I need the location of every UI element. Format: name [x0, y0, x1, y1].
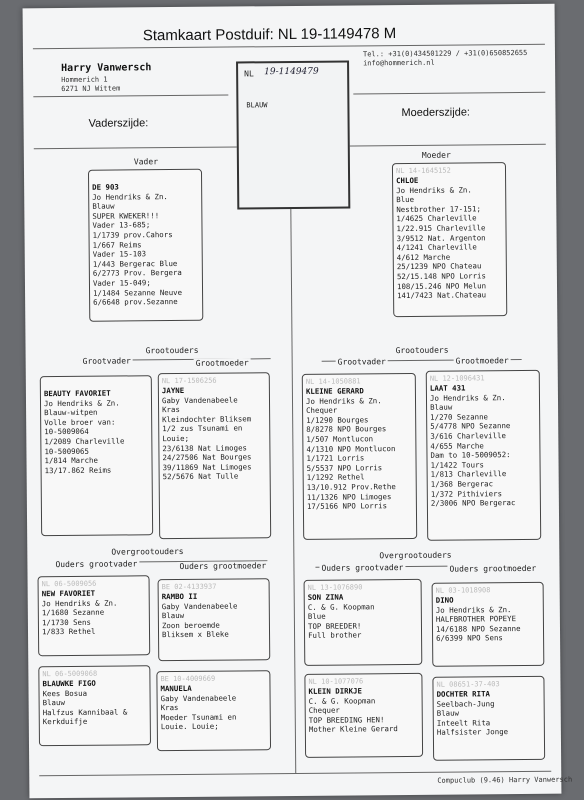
- maternal-grandfather-lines: [306, 386, 413, 512]
- paternal-grandmother-box: [158, 372, 271, 539]
- frame-line: [33, 95, 228, 98]
- great-grandparent-lines-3: [42, 678, 146, 727]
- great-grandparent-box-4: [156, 670, 271, 751]
- mother-label: Moeder: [421, 150, 451, 160]
- pigeon-name: LAAT 431: [429, 383, 466, 393]
- pigeon-name: KLEIN DIRKJE: [308, 686, 362, 696]
- mother-lines: [396, 175, 503, 301]
- pigeon-name: DINO: [435, 595, 454, 605]
- pigeon-name: CHLOE: [396, 175, 419, 186]
- frame-line: [33, 44, 545, 49]
- pigeon-info-line: 1/1484 Sezanne Neuve: [93, 287, 183, 298]
- pigeon-info-line: Louie. Louie;: [160, 722, 219, 732]
- pigeon-info-line: 52/5676 Nat Tulle: [162, 471, 239, 482]
- pigeon-info-line: Jo Hendriks & Zn.: [43, 398, 120, 408]
- pigeon-info-line: Jo Hendriks & Zn.: [396, 185, 472, 195]
- pigeon-name: BEAUTY FAVORIET: [43, 388, 111, 399]
- maternal-grandmother-lines: [430, 383, 537, 509]
- pigeon-info-line: Jo Hendriks & Zn.: [429, 392, 506, 403]
- pigeon-info-line: Vader 15-049;: [92, 278, 151, 288]
- pigeon-info-line: Kees Bosua: [42, 688, 88, 698]
- pigeon-info-line: 1/1680 Sezanne: [41, 607, 105, 618]
- pigeon-info-line: TOP BREEDER!: [307, 621, 362, 631]
- pigeon-name: DOCHTER RITA: [436, 689, 491, 699]
- pigeon-info-line: 1/4625 Charleville: [396, 213, 477, 224]
- pigeon-info-line: Blauw-witpen: [44, 407, 98, 418]
- pigeon-info-line: 25/1239 NPO Chateau: [396, 261, 482, 272]
- pigeon-info-line: 5/5537 NPO Lorris: [306, 462, 383, 473]
- grandfather-label-left: Grootvader: [82, 356, 131, 366]
- pigeon-info-line: Blauw: [436, 708, 460, 718]
- pigeon-info-line: 52/15.148 NPO Lorris: [396, 271, 486, 282]
- frame-line: [353, 92, 545, 95]
- pigeon-name: KLEINE GERARD: [305, 386, 364, 396]
- pigeon-info-line: 3/616 Charleville: [430, 431, 507, 441]
- paternal-grandmother-lines: [162, 385, 267, 482]
- pigeon-info-line: Halfsister Jonge: [436, 727, 509, 738]
- pigeon-info-line: 14/6188 NPO Sezanne: [435, 623, 521, 634]
- pigeon-name: NEW FAVORIET: [41, 588, 96, 599]
- pigeon-info-line: 11/1326 NPO Limoges: [306, 491, 392, 502]
- great-grandparent-ring-1: NL 06-5009056: [41, 579, 97, 589]
- pigeon-info-line: Chequer: [306, 405, 338, 416]
- mother-box: [392, 162, 507, 317]
- great-grandparent-ring-5: NL 13-1076890: [307, 583, 363, 592]
- pigeon-info-line: 4/1310 NPO Montlucon: [306, 443, 396, 454]
- pigeon-info-line: 4/1241 Charleville: [396, 242, 477, 253]
- pigeon-info-line: 8/8278 NPO Bourges: [306, 424, 387, 435]
- great-grandparents-label-right: Overgrootouders: [379, 550, 452, 561]
- owner-address-1: Hommerich 1: [61, 75, 108, 85]
- pigeon-info-line: Dam to 10-5009052:: [430, 450, 511, 460]
- great-grandparents-mother-label-right: Ouders grootmoeder: [449, 563, 537, 574]
- pigeon-name: BLAUWKE FIGO: [42, 678, 96, 689]
- great-grandparent-box-1: [38, 575, 151, 656]
- pigeon-info-line: 1/833 Rethel: [41, 627, 96, 637]
- pigeon-info-line: HALFBROTHER POPEYE: [435, 614, 517, 624]
- maternal-grandmother-ring: NL 12-1096431: [429, 374, 485, 383]
- great-grandparent-lines-8: [437, 689, 541, 738]
- mother-side-label: Moederszijde:: [401, 106, 471, 120]
- pigeon-info-line: 6/2773 Prov. Bergera: [92, 268, 182, 279]
- pigeon-info-line: Zoon beroemde: [161, 620, 220, 630]
- pigeon-info-line: Gaby Vandenabeele: [161, 395, 238, 405]
- bird-prefix: NL: [244, 69, 254, 79]
- pigeon-name: JAYNE: [161, 385, 185, 396]
- pigeon-info-line: 13/10.912 Prov.Rethe: [306, 482, 396, 492]
- great-grandparent-ring-6: NL 03-1018908: [435, 586, 491, 595]
- great-grandparent-box-8: [432, 676, 545, 761]
- pigeon-info-line: 4/655 Marche: [430, 440, 484, 451]
- pigeon-info-line: 1/813 Charleville: [430, 469, 507, 480]
- great-grandparent-ring-3: NL 06-5009068: [42, 669, 98, 679]
- pigeon-info-line: 10-5009064: [44, 427, 89, 437]
- pigeon-info-line: Kras: [160, 703, 179, 713]
- pigeon-info-line: 6/6399 NPO Sens: [436, 633, 503, 644]
- pigeon-name: RAMBO II: [161, 591, 198, 602]
- pigeon-info-line: 17/5166 NPO Lorris: [306, 501, 388, 511]
- pigeon-info-line: 1/2089 Charleville: [44, 436, 125, 447]
- subject-bird-box: [236, 60, 350, 209]
- pigeon-info-line: 6/6648 prov.Sezanne: [93, 297, 178, 307]
- grandparents-label-right: Grootouders: [395, 345, 449, 356]
- pedigree-card: [23, 4, 573, 799]
- grandmother-label-right: Grootmoeder: [455, 356, 509, 366]
- pigeon-info-line: 1/443 Bergerac Blue: [92, 258, 178, 269]
- pigeon-info-line: Kleindochter Bliksem: [162, 414, 252, 424]
- pigeon-info-line: 23/6138 Nat Limoges: [162, 442, 247, 453]
- maternal-grandmother-box: [426, 370, 541, 541]
- bird-color: BLAUW: [246, 101, 268, 110]
- pigeon-info-line: 1/372 Pithiviers: [430, 488, 503, 499]
- paternal-grandmother-ring: NL 17-1506256: [161, 376, 217, 386]
- great-grandparent-lines-1: [42, 588, 146, 637]
- great-grandparent-lines-6: [436, 595, 540, 644]
- great-grandparent-ring-2: BE 02-4133937: [161, 582, 217, 592]
- pigeon-info-line: Vader 13-685;: [92, 220, 151, 231]
- pigeon-info-line: Mother Kleine Gerard: [308, 724, 398, 735]
- pigeon-info-line: Blauw: [161, 611, 185, 621]
- grandparents-label-left: Grootouders: [145, 345, 199, 356]
- pigeon-name: SON ZINA: [307, 592, 344, 602]
- page-title: Stamkaart Postduif: NL 19-1149478 M: [142, 25, 397, 45]
- pigeon-info-line: 13/17.862 Reims: [44, 465, 112, 475]
- pigeon-info-line: 1/507 Montlucon: [306, 434, 374, 444]
- pigeon-info-line: 4/612 Marche: [396, 252, 451, 262]
- pigeon-name: MANUELA: [160, 683, 192, 694]
- pigeon-info-line: Gaby Vandenabeele: [161, 601, 238, 611]
- great-grandparent-lines-5: [308, 592, 418, 641]
- pigeon-info-line: Vader 15-103: [92, 249, 147, 259]
- pigeon-info-line: 1/22.915 Charleville: [396, 223, 486, 234]
- great-grandparent-ring-4: BE 10-4009669: [160, 674, 216, 684]
- owner-name: Harry Vanwersch: [61, 62, 152, 75]
- pigeon-info-line: TOP BREEDING HEN!: [308, 714, 385, 725]
- great-grandparent-box-3: [38, 665, 151, 746]
- paternal-grandfather-lines: [44, 388, 149, 475]
- pigeon-info-line: Moeder Tsunami en: [160, 712, 237, 722]
- pigeon-info-line: Blue: [396, 195, 415, 205]
- pigeon-info-line: 10-5009065: [44, 446, 89, 456]
- pigeon-info-line: Volle broer van:: [44, 417, 116, 427]
- great-grandparents-father-label-left: Ouders grootvader: [55, 559, 138, 570]
- owner-phone: Tel.: +31(0)434501229 / +31(0)650852655: [362, 48, 528, 59]
- pigeon-info-line: Jo Hendriks & Zn.: [92, 191, 168, 202]
- pigeon-info-line: Nestbrother 17-151;: [396, 204, 481, 214]
- owner-email: info@hommerich.nl: [363, 58, 435, 68]
- grandfather-label-right: Grootvader: [337, 357, 386, 367]
- pigeon-info-line: Halfzus Kannibaal &: [42, 707, 128, 717]
- great-grandparent-box-6: [432, 582, 545, 667]
- paternal-grandfather-box: [40, 375, 153, 536]
- maternal-grandfather-box: [302, 373, 417, 540]
- pigeon-info-line: 1/368 Bergerac: [430, 479, 494, 489]
- pigeon-info-line: Jo Hendriks & Zn.: [435, 604, 512, 615]
- pigeon-info-line: 141/7423 Nat.Chateau: [397, 290, 487, 301]
- great-grandparent-box-2: [158, 578, 271, 661]
- pigeon-info-line: 39/11869 Nat Limoges: [162, 462, 252, 472]
- father-side-label: Vaderszijde:: [88, 117, 149, 130]
- pigeon-info-line: 1/1422 Tours: [430, 460, 485, 470]
- pigeon-info-line: Inteelt Rita: [436, 718, 491, 728]
- great-grandparents-label-left: Overgrootouders: [111, 546, 184, 557]
- footer-stamp: Compuclub (9.46) Harry Vanwersch: [437, 775, 573, 785]
- pigeon-info-line: Seelbach-Jung: [436, 698, 495, 709]
- bird-ring-number: 19-1149479: [264, 66, 319, 78]
- grandmother-label-left: Grootmoeder: [195, 358, 249, 368]
- pigeon-info-line: 5/4778 NPO Sezanne: [430, 421, 511, 432]
- pigeon-info-line: Jo Hendriks & Zn.: [41, 598, 118, 608]
- pigeon-info-line: 1/814 Marche: [44, 455, 98, 466]
- pigeon-info-line: Kerkduifje: [42, 717, 88, 727]
- great-grandparents-father-label-right: Ouders grootvader: [321, 563, 404, 573]
- owner-address-2: 6271 NJ Wittem: [61, 84, 121, 94]
- pigeon-info-line: 1/1292 Rethel: [306, 472, 365, 483]
- pigeon-info-line: Chequer: [308, 705, 340, 716]
- great-grandparents-mother-label-left: Ouders grootmoeder: [179, 561, 267, 571]
- pigeon-info-line: 1/667 Reims: [92, 239, 142, 250]
- pigeon-info-line: 1/270 Sezanne: [430, 412, 489, 422]
- father-lines: [92, 182, 199, 308]
- pigeon-info-line: 1/2 zus Tsunami en: [162, 423, 243, 434]
- pigeon-info-line: Full brother: [308, 630, 362, 641]
- father-label: Vader: [133, 157, 159, 167]
- pigeon-info-line: C. & G. Koopman: [307, 601, 375, 612]
- pigeon-info-line: 24/27506 Nat Bourges: [162, 452, 252, 463]
- pigeon-info-line: 3/9512 Nat. Argenton: [396, 232, 486, 243]
- father-box: [88, 169, 203, 322]
- great-grandparent-ring-7: NL 10-1077076: [308, 677, 364, 686]
- great-grandparent-lines-2: [162, 591, 266, 640]
- pigeon-info-line: 1/1739 prov.Cahors: [92, 230, 173, 240]
- pigeon-info-line: Bliksem x Bleke: [161, 629, 229, 640]
- pigeon-info-line: Blauw: [92, 201, 115, 211]
- pigeon-info-line: SUPER KWEKER!!!: [92, 210, 160, 221]
- pigeon-info-line: Blauw: [42, 698, 65, 708]
- pigeon-name: DE 903: [92, 182, 119, 192]
- pigeon-info-line: Kras: [162, 405, 180, 415]
- pigeon-info-line: Blue: [307, 611, 326, 622]
- great-grandparent-box-5: [304, 579, 423, 666]
- mother-ring: NL 14-1645152: [395, 166, 451, 176]
- pigeon-info-line: 1/1730 Sens: [41, 617, 91, 627]
- pigeon-info-line: Gaby Vandenabeele: [160, 693, 237, 703]
- pigeon-info-line: 108/15.246 NPO Melun: [396, 280, 487, 291]
- great-grandparent-ring-8: NL 08651-37-403: [436, 680, 500, 689]
- pigeon-info-line: 1/1290 Bourges: [306, 415, 369, 425]
- great-grandparent-lines-4: [160, 683, 266, 732]
- great-grandparent-lines-7: [308, 686, 418, 735]
- great-grandparent-box-7: [304, 673, 423, 758]
- pigeon-info-line: Jo Hendriks & Zn.: [305, 395, 382, 406]
- center-divider: [290, 146, 296, 773]
- pigeon-info-line: C. & G. Koopman: [308, 695, 376, 706]
- maternal-grandfather-ring: NL 14-1050881: [305, 377, 361, 386]
- pigeon-info-line: 2/3006 NPO Bergerac: [430, 498, 516, 508]
- pigeon-info-line: 1/1721 Lorris: [306, 453, 365, 464]
- pigeon-info-line: Blauw: [430, 402, 453, 412]
- pigeon-info-line: Louie;: [162, 433, 190, 444]
